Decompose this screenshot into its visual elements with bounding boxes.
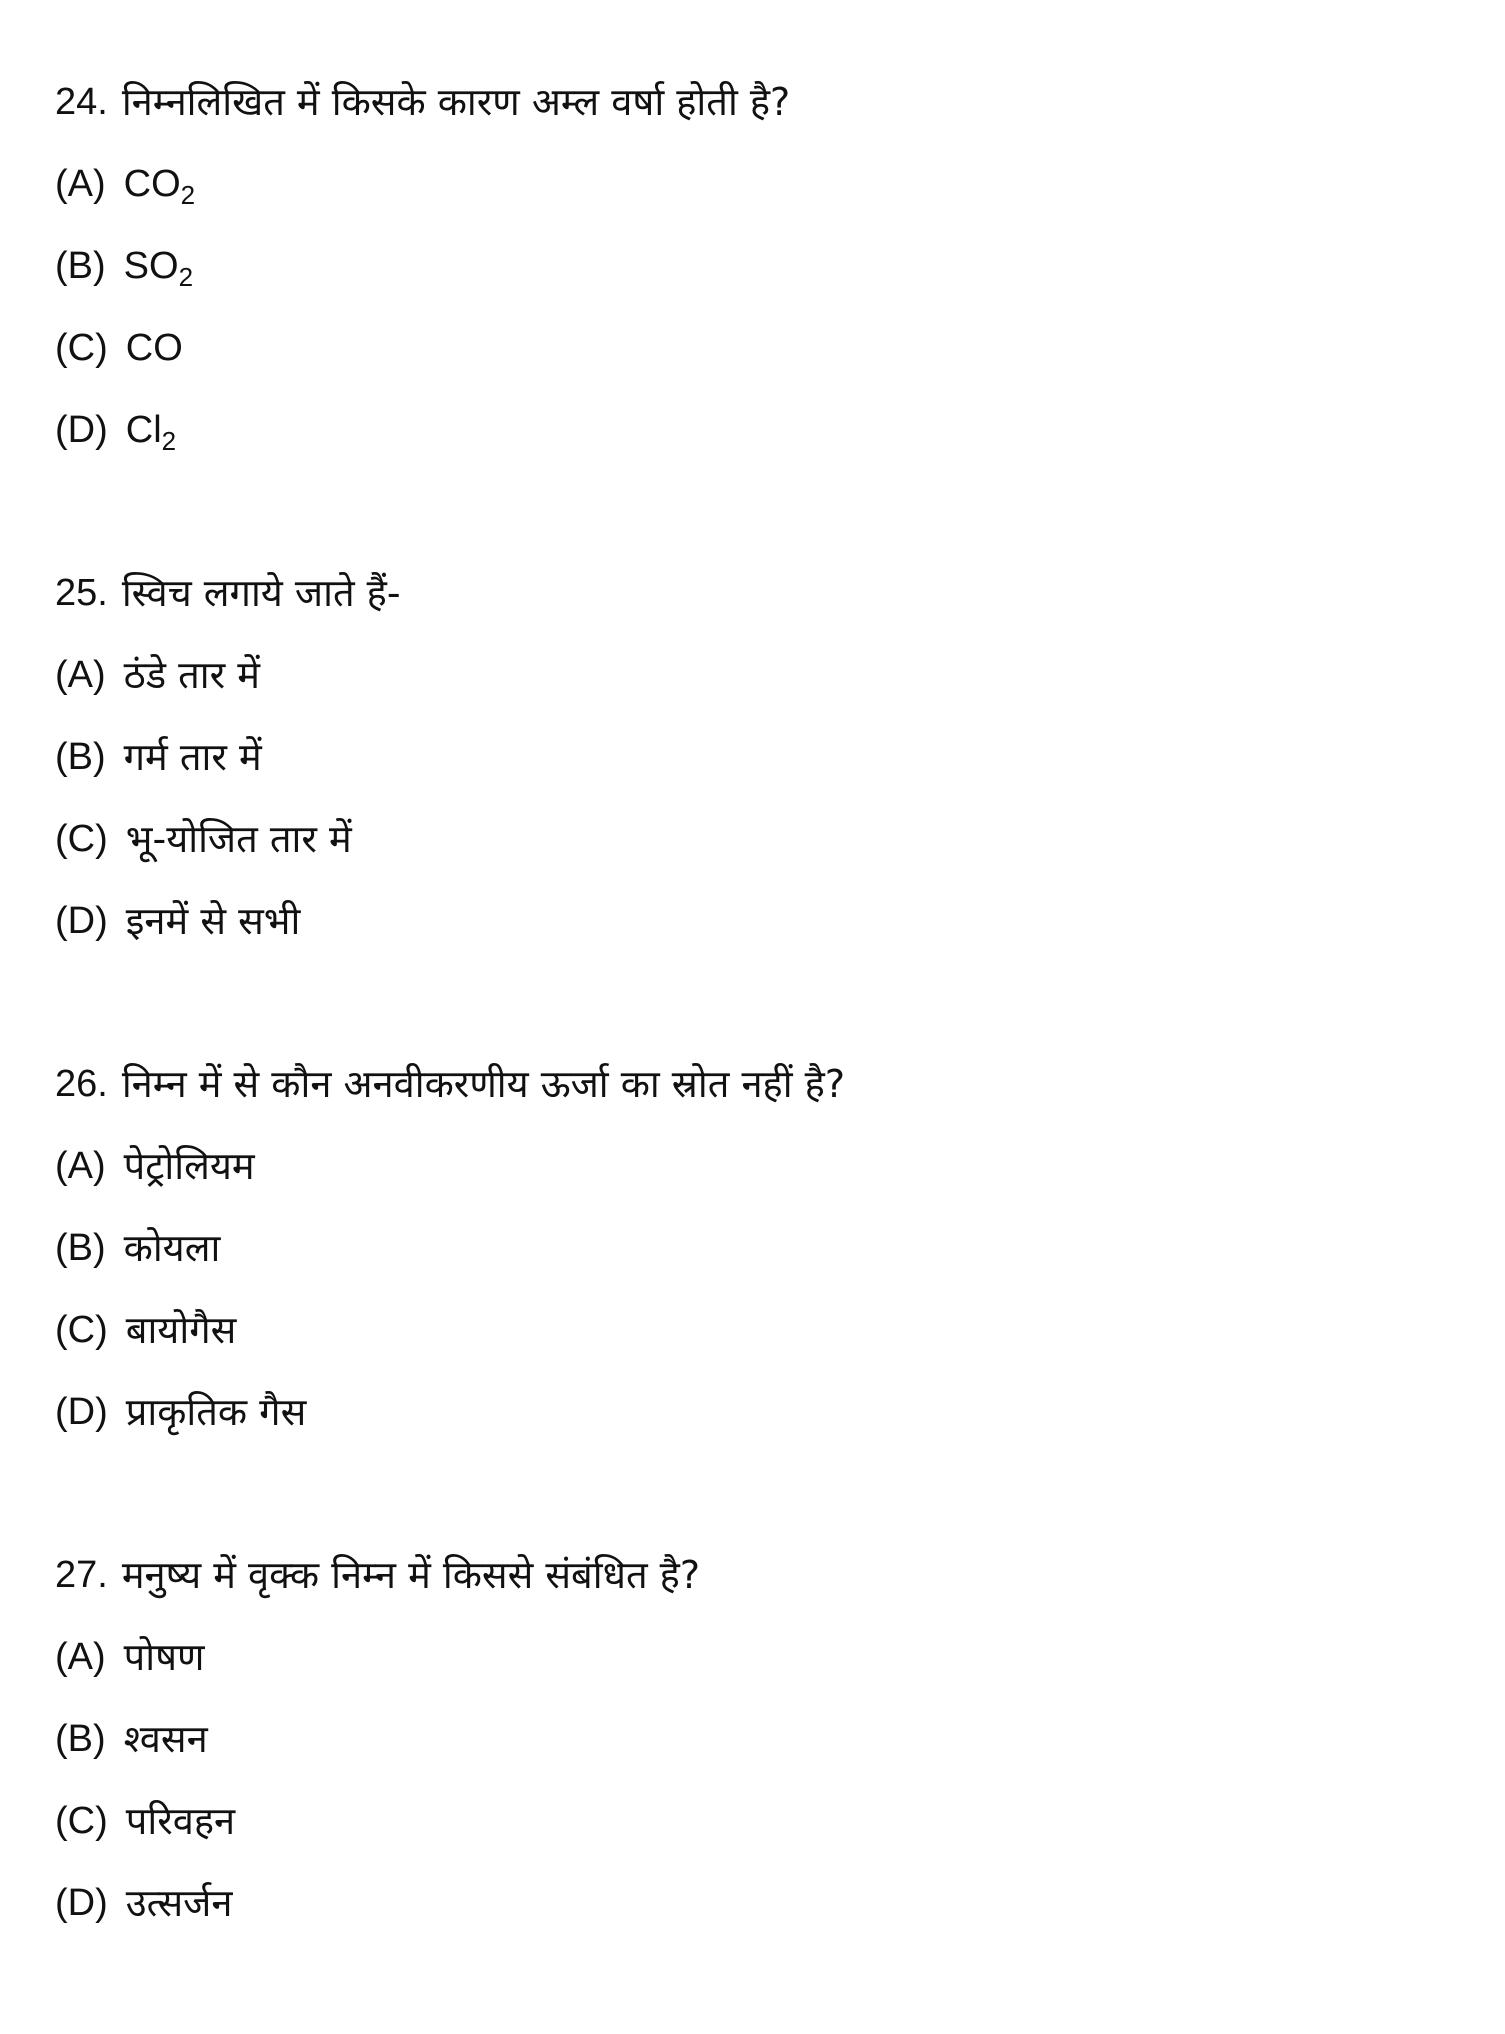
option-c[interactable] <box>55 1780 1455 1862</box>
option-text: प्राकृतिक गैस <box>125 1390 307 1434</box>
option-d[interactable] <box>55 880 1455 962</box>
option-d[interactable] <box>55 389 1455 471</box>
option-label: (C) <box>55 818 108 860</box>
question-26 <box>55 1043 1455 1453</box>
option-a[interactable] <box>55 634 1455 716</box>
option-c[interactable] <box>55 1289 1455 1371</box>
question-number: 26. <box>55 1063 108 1105</box>
option-b[interactable] <box>55 225 1455 307</box>
option-label: (B) <box>55 1718 106 1760</box>
formula-base: CO <box>125 327 183 369</box>
question-stem <box>55 1534 1455 1616</box>
option-c[interactable] <box>55 798 1455 880</box>
option-text: गर्म तार में <box>123 735 262 779</box>
option-label: (D) <box>55 1391 108 1433</box>
question-27 <box>55 1534 1455 1944</box>
option-a[interactable] <box>55 1616 1455 1698</box>
option-text: पोषण <box>123 1635 205 1679</box>
option-label: (B) <box>55 245 106 287</box>
formula-subscript: 2 <box>178 262 194 292</box>
question-24 <box>55 61 1455 471</box>
question-25 <box>55 552 1455 962</box>
formula-base: Cl <box>125 409 162 451</box>
question-text: निम्न में से कौन अनवीकरणीय ऊर्जा का स्रोत नहीं है? <box>121 1062 845 1106</box>
option-text: पेट्रोलियम <box>123 1144 255 1188</box>
option-label: (A) <box>55 1145 106 1187</box>
option-text: इनमें से सभी <box>125 899 301 943</box>
option-text: उत्सर्जन <box>125 1881 233 1925</box>
option-c[interactable] <box>55 307 1455 389</box>
option-label: (D) <box>55 1882 108 1924</box>
option-label: (A) <box>55 654 106 696</box>
option-label: (A) <box>55 163 106 205</box>
formula-base: SO <box>123 245 179 287</box>
question-stem <box>55 552 1455 634</box>
option-label: (B) <box>55 1227 106 1269</box>
option-text <box>124 225 193 307</box>
option-text <box>126 307 183 389</box>
question-stem <box>55 1043 1455 1125</box>
option-d[interactable] <box>55 1371 1455 1453</box>
option-label: (C) <box>55 1309 108 1351</box>
option-b[interactable] <box>55 1207 1455 1289</box>
formula-subscript: 2 <box>180 180 196 210</box>
option-label: (A) <box>55 1636 106 1678</box>
option-label: (D) <box>55 900 108 942</box>
option-label: (C) <box>55 1800 108 1842</box>
option-text: परिवहन <box>125 1799 236 1843</box>
option-d[interactable] <box>55 1862 1455 1944</box>
option-text: ठंडे तार में <box>123 653 260 697</box>
formula-base: CO <box>123 163 181 205</box>
question-stem <box>55 61 1455 143</box>
option-text: कोयला <box>123 1226 221 1270</box>
option-text <box>126 389 176 471</box>
option-a[interactable] <box>55 143 1455 225</box>
question-number: 25. <box>55 572 108 614</box>
option-text: बायोगैस <box>125 1308 237 1352</box>
option-b[interactable] <box>55 1698 1455 1780</box>
option-label: (B) <box>55 736 106 778</box>
question-number: 24. <box>55 81 108 123</box>
option-text <box>124 143 195 225</box>
question-text: स्विच लगाये जाते हैं- <box>121 571 401 615</box>
option-b[interactable] <box>55 716 1455 798</box>
option-a[interactable] <box>55 1125 1455 1207</box>
question-number: 27. <box>55 1554 108 1596</box>
question-text: मनुष्य में वृक्क निम्न में किससे संबंधित है? <box>121 1553 701 1597</box>
option-text: भू-योजित तार में <box>125 817 352 861</box>
option-text: श्वसन <box>123 1717 208 1761</box>
formula-subscript: 2 <box>161 426 177 456</box>
option-label: (D) <box>55 409 108 451</box>
option-label: (C) <box>55 327 108 369</box>
question-text: निम्नलिखित में किसके कारण अम्ल वर्षा होती है? <box>121 80 791 124</box>
